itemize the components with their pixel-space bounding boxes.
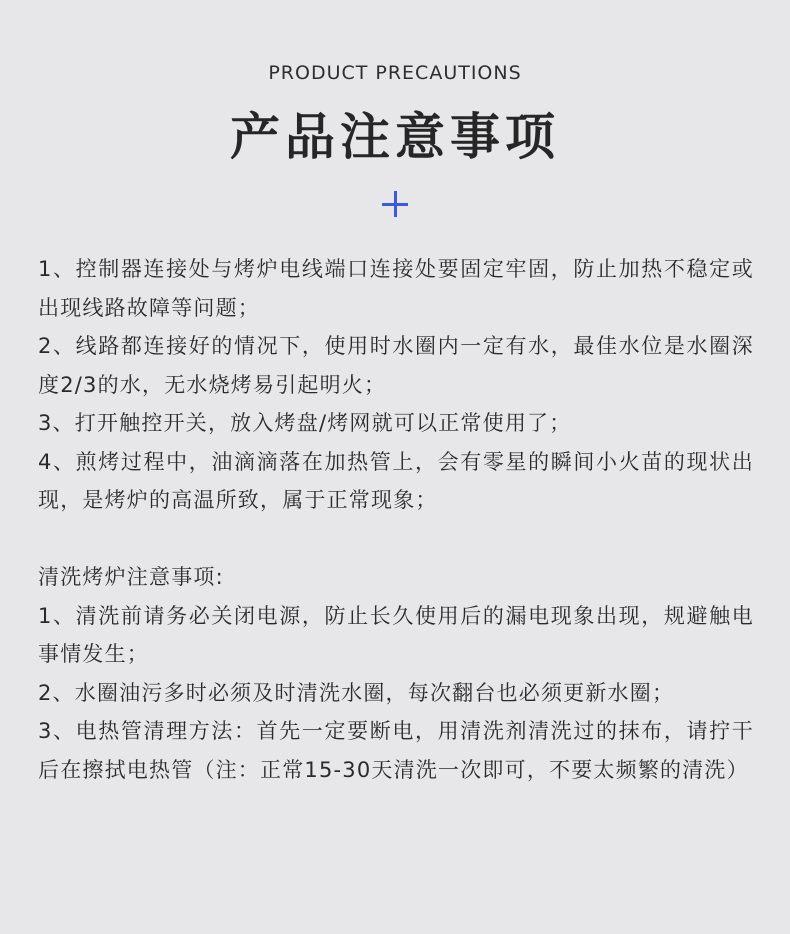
cleaning-heading: 清洗烤炉注意事项: (38, 565, 224, 589)
precaution-item-1: 1、控制器连接处与烤炉电线端口连接处要固定牢固，防止加热不稳定或出现线路故障等问题； (38, 257, 754, 320)
precaution-item-4: 4、煎烤过程中，油滴滴落在加热管上，会有零星的瞬间小火苗的现状出现，是烤炉的高温所致，属于正常现象； (38, 449, 754, 512)
page-subtitle: PRODUCT PRECAUTIONS (268, 62, 522, 84)
plus-icon (382, 191, 408, 217)
precautions-content (38, 250, 754, 789)
precaution-item-2: 2、线路都连接好的情况下，使用时水圈内一定有水，最佳水位是水圈深度2/3的水，无水烧烤易引起明火； (38, 334, 754, 397)
cleaning-item-2: 2、水圈油污多时必须及时清洗水圈，每次翻台也必须更新水圈； (38, 680, 675, 705)
cleaning-item-3: 3、电热管清理方法：首先一定要断电，用清洗剂清洗过的抹布，请拧干后在擦拭电热管（注：正常15-30天清洗一次即可，不要太频繁的清洗） (38, 719, 754, 782)
precaution-item-3: 3、打开触控开关，放入烤盘/烤网就可以正常使用了； (38, 411, 572, 435)
page-title: 产品注意事项 (230, 108, 560, 166)
cleaning-item-1: 1、清洗前请务必关闭电源，防止长久使用后的漏电现象出现，规避触电事情发生； (38, 603, 754, 666)
